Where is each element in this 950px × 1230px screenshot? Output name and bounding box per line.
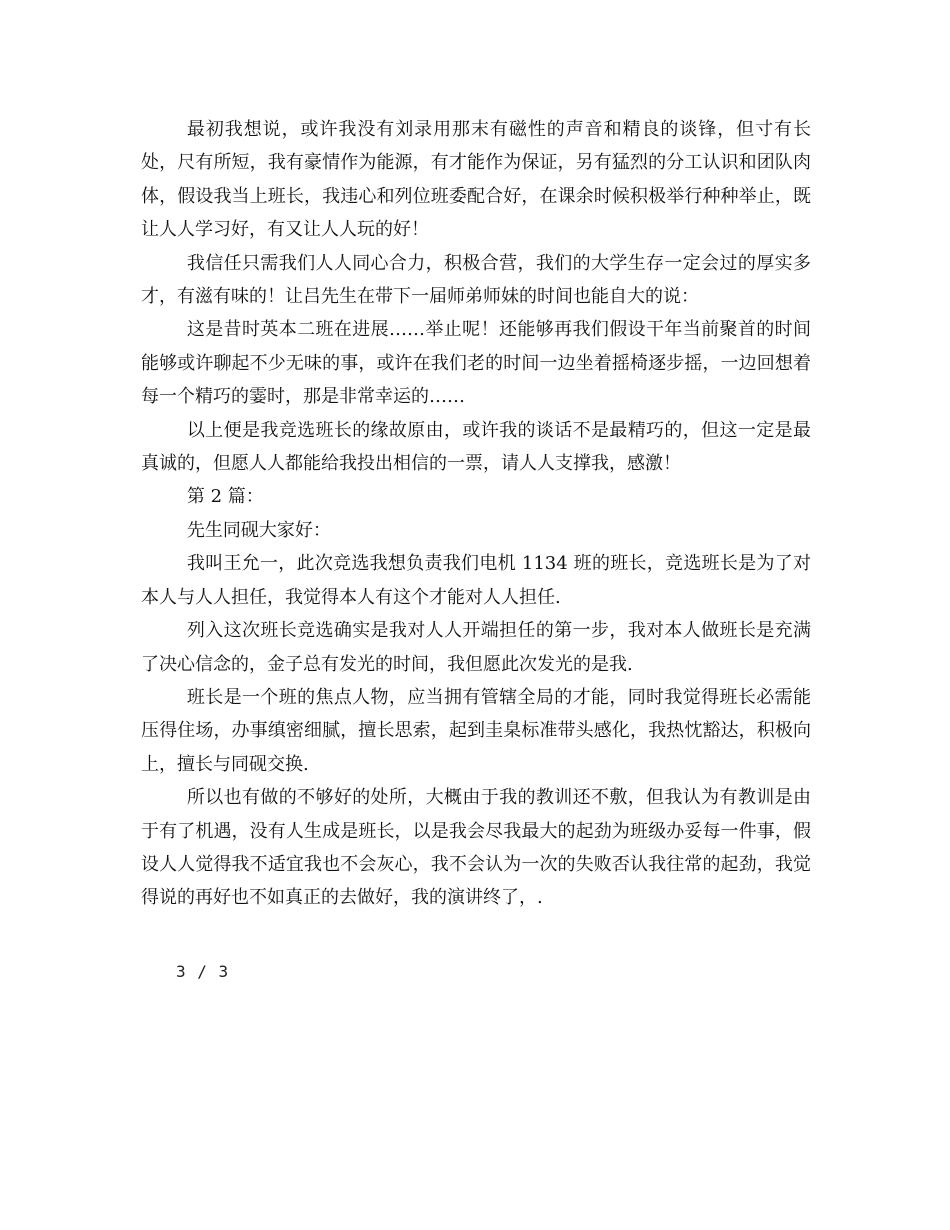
paragraph: 这是昔时英本二班在进展……举止呢！还能够再我们假设干年当前聚首的时间能够或许聊起不少无味的事，或许在我们老的时间一边坐着摇椅逐步摇，一边回想着每一个精巧的霎时，那是非常幸运的…… [141, 319, 811, 408]
paragraph: 列入这次班长竞选确实是我对人人开端担任的第一步，我对本人做班长是充满了决心信念的，金子总有发光的时间，我但愿此次发光的是我. [141, 620, 811, 675]
paragraph: 我信任只需我们人人同心合力，积极合营，我们的大学生存一定会过的厚实多才，有滋有味的！让吕先生在带下一届师弟师妹的时间也能自大的说： [141, 252, 811, 308]
paragraph: 班长是一个班的焦点人物，应当拥有管辖全局的才能，同时我觉得班长必需能压得住场，办事缜密细腻，擅长思索，起到圭臬标准带头感化，我热忱豁达，积极向上，擅长与同砚交换. [141, 686, 811, 775]
page-number: 3 / 3 [176, 962, 230, 981]
section-heading: 第 2 篇： [186, 486, 264, 508]
salutation: 先生同砚大家好： [186, 519, 331, 541]
paragraph: 以上便是我竞选班长的缘故原由，或许我的谈话不是最精巧的，但这一定是最真诚的，但愿人人都能给我投出相信的一票，请人人支撑我，感激！ [141, 419, 811, 475]
paragraph: 最初我想说，或许我没有刘录用那末有磁性的声音和精良的谈锋，但寸有长处，尺有所短，我有豪情作为能源，有才能作为保证，另有猛烈的分工认识和团队肉体，假设我当上班长，我违心和列位班委配合好，在课余时候积极举行种种举止，既让人人学习好，有又让人人玩的好！ [141, 119, 811, 241]
paragraph: 我叫王允一，此次竞选我想负责我们电机 1134 班的班长，竞选班长是为了对本人与人人担任，我觉得本人有这个才能对人人担任. [141, 553, 811, 608]
paragraph: 所以也有做的不够好的处所，大概由于我的教训还不敷，但我认为有教训是由于有了机遇，没有人生成是班长，以是我会尽我最大的起劲为班级办妥每一件事，假设人人觉得我不适宜我也不会灰心，我不会认为一次的失败否认我往常的起劲，我觉得说的再好也不如真正的去做好，我的演讲终了，. [141, 787, 811, 909]
document-body [141, 113, 811, 915]
